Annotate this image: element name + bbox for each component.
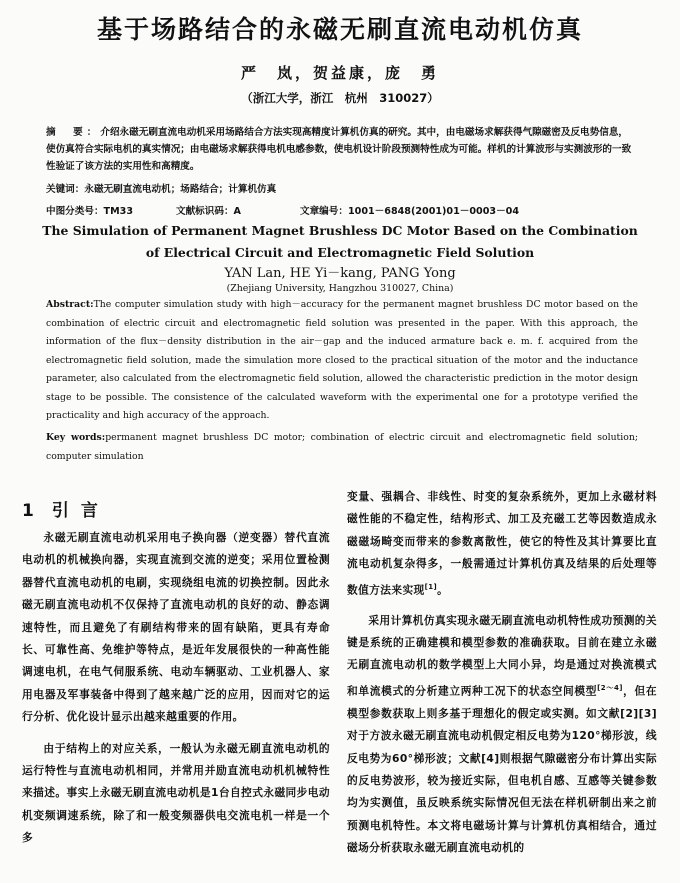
chinese-abstract-label: 摘 要： — [46, 127, 101, 138]
right-paragraph-1-text: 变量、强耦合、非线性、时变的复杂系统外，更加上永磁材料磁性能的不稳定性，结构形式、加工及充磁工艺等因数造成永磁磁场畸变而带来的参数离散性，使它的特性及其计算要比直流电动机复杂得多，一般需通过计算机仿真及结果的后处理等数值方法来实现 — [347, 490, 657, 597]
left-paragraph-2: 由于结构上的对应关系，一般认为永磁无刷直流电动机的运行特性与直流电动机相同，并常用并励直流电动机机械特性来描述。事实上永磁无刷直流电动机是1台自控式永磁同步电动机变频调速系统，除了和一般变频器供电交流电机一样是一个多 — [22, 741, 330, 845]
chinese-affiliation: （浙江大学，浙江 杭州 310027） — [241, 91, 439, 105]
chinese-abstract-text: 介绍永磁无刷直流电动机采用场路结合方法实现高精度计算机仿真的研究。其中，由电磁场求解获得气隙磁密及反电势信息，使仿真符合实际电机的真实情况；由电磁场求解获得电机电感参数，使电机设计阶段预测特性成为可能。样机的计算波形与实测波形的一致性验证了该方法的实用性和高精度。 — [46, 127, 632, 172]
chinese-authors: 严 岚，贺益康，庞 勇 — [240, 64, 439, 82]
right-paragraph-2 — [347, 610, 657, 860]
right-paragraph-1-end: 。 — [437, 583, 449, 597]
english-authors: YAN Lan, HE Yi－kang, PANG Yong — [224, 266, 456, 281]
document-code: 文献标识码：A — [176, 206, 241, 217]
section-number: 1 — [22, 501, 34, 521]
section-title: 引言 — [51, 501, 110, 521]
english-abstract-text: The computer simulation study with high－accuracy for the permanent magnet brushless DC motor based on the combination of electric circuit and electromagnetic field solution was presented in the paper. With this approach, the information of the flux－density distribution in the air－gap and the induced armature back e. m. f. acquired from the electromagnetic field solution, made the simulation more closed to the practical situation of the motor and the inductance parameter, also calculated from the electromagnetic field solution, allowed the characteristic prediction in the motor design stage to be possible. The consistence of the calculated waveform with the experimental one for a prototype verified the practicality and high accuracy of the approach. — [46, 299, 638, 421]
section-heading — [22, 496, 110, 521]
left-column — [22, 527, 330, 850]
english-title — [0, 220, 680, 264]
right-paragraph-2-text-b: ，但在模型参数获取上则多基于理想化的假定或实测。如文献[2][3]对于方波永磁无刷直流电动机假定相反电势为120°梯形波，线反电势为60°梯形波；文献[4]则根据气隙磁密分布计算出实际的反电势波形，较为接近实际，但电机自感、互感等关键参数均为实测值，虽反映系统实际情况但无法在样机研制出来之前预测电机特性。本文将电磁场计算与计算机仿真相结合，通过磁场分析获取永磁无刷直流电动机的 — [347, 684, 658, 855]
left-paragraph-1: 永磁无刷直流电动机采用电子换向器（逆变器）替代直流电动机的机械换向器，实现直流到交流的逆变；采用位置检测器替代直流电动机的电刷，实现绕组电流的切换控制。因此永磁无刷直流电动机不仅保持了直流电动机的良好的动、静态调速特性，而且避免了有刷结构带来的固有缺陷，更具有寿命长、可靠性高、免维护等特点，是近年发展很快的一种高性能调速电机，在电气伺服系统、电动车辆驱动、工业机器人、家用电器及军事装备中得到了越来越广泛的应用，因而对它的运行分析、优化设计显示出越来越重要的作用。 — [22, 531, 330, 724]
chinese-title: 基于场路结合的永磁无刷直流电动机仿真 — [96, 15, 583, 44]
english-abstract — [46, 296, 638, 426]
chinese-abstract — [46, 124, 636, 175]
english-affiliation: (Zhejiang University, Hangzhou 310027, China) — [226, 283, 454, 294]
class-number: 中图分类号：TM33 — [46, 206, 134, 217]
classification-line — [46, 203, 636, 217]
chinese-keywords-text: 永磁无刷直流电动机；场路结合；计算机仿真 — [84, 184, 277, 195]
right-paragraph-1 — [347, 486, 657, 602]
english-abstract-label: Abstract: — [46, 299, 94, 310]
chinese-keywords — [46, 181, 636, 195]
citation-ref-2-4: [2～4] — [597, 683, 623, 692]
english-keywords-text: permanent magnet brushless DC motor; combination of electric circuit and electromagnetic field solution; computer simulation — [46, 432, 638, 462]
chinese-keywords-label: 关键词： — [46, 184, 85, 195]
right-paragraph-2-text-a: 采用计算机仿真实现永磁无刷直流电动机特性成功预测的关键是系统的正确建模和模型参数的准确获取。目前在建立永磁无刷直流电动机的数学模型上大同小异，均是通过对换流模式和单流模式的分析建立两种工况下的状态空间模型 — [347, 613, 657, 698]
english-title-line-2: of Electrical Circuit and Electromagnetic Field Solution — [145, 245, 535, 260]
article-number: 文章编号：1001－6848(2001)01－0003－04 — [300, 206, 520, 217]
english-keywords-label: Key words: — [46, 432, 106, 443]
citation-ref-1: [1] — [424, 582, 438, 591]
english-title-line-1: The Simulation of Permanent Magnet Brushless DC Motor Based on the Combination — [42, 223, 638, 238]
english-keywords — [46, 429, 638, 466]
right-column — [347, 486, 657, 860]
